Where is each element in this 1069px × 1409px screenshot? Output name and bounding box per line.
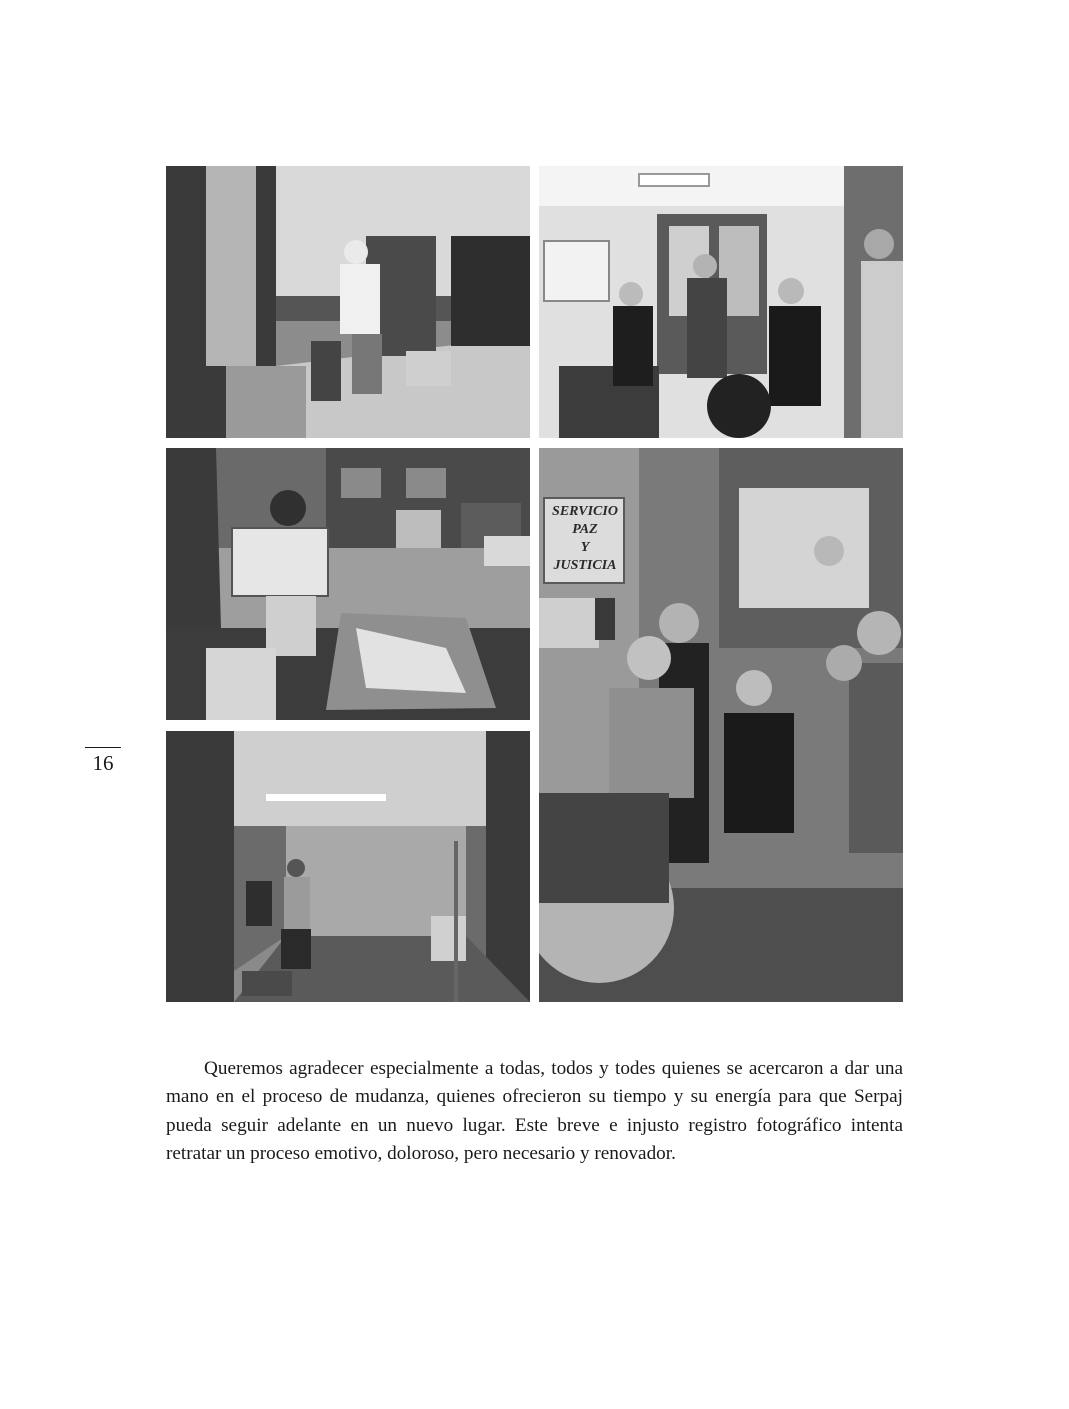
photo-group-office: [539, 166, 903, 438]
page-number-rule: [85, 747, 121, 748]
sign-line-3: Y: [580, 540, 590, 555]
sign-serpaj: [543, 503, 627, 583]
sign-line-1: SERVICIO: [552, 504, 618, 519]
page-number: 16: [92, 751, 114, 775]
photo-group-office-image: [539, 166, 903, 438]
photo-reading-street-image: [166, 448, 530, 720]
photo-reading-street: [166, 448, 530, 720]
sign-line-2: PAZ: [572, 522, 598, 537]
photo-empty-room-image: [166, 731, 530, 1002]
body-paragraph: Queremos agradecer especialmente a todas, todos y todes quienes se acercaron a dar una mano en el proceso de mudanza, quienes ofrecieron su tiempo y su energía para que Serpaj pueda seguir adelante en un nuevo lugar. Este breve e injusto registro fotográfico intenta retratar un proceso emotivo, doloroso, pero necesario y renovador.: [166, 1058, 903, 1164]
sign-line-4: JUSTICIA: [553, 558, 617, 573]
photo-group-selfie: [539, 448, 903, 1002]
photo-office-packing: [166, 166, 530, 438]
photo-empty-room: [166, 731, 530, 1002]
photo-office-packing-image: [166, 166, 530, 438]
